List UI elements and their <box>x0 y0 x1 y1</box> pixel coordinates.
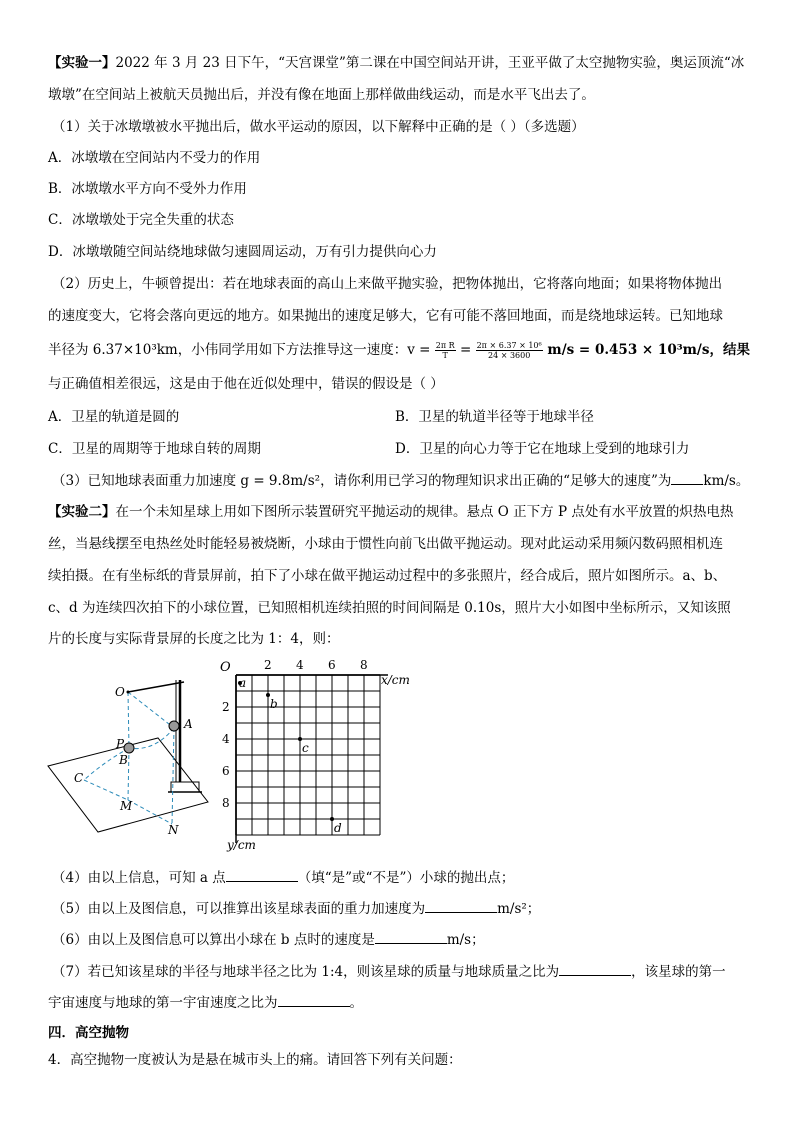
formula-fraction-1: $\frac{\text{2π R}}{T}$ <box>435 341 455 360</box>
q1-stem: （1）关于冰墩墩被水平抛出后，做水平运动的原因，以下解释中正确的是（ ）（多选题） <box>52 119 585 135</box>
exp2-line3: 续拍摄。在有坐标纸的背景屏前，拍下了小球在做平抛运动过程中的多张照片，经合成后，照片如图所示。a、b、 <box>48 568 727 584</box>
exp1-intro-line1: 【实验一】2022 年 3 月 23 日下午，“天宫课堂”第二课在中国空间站开讲，王亚平做了太空抛物实验，奥运顶流“冰 <box>48 55 745 71</box>
q5-answer-blank[interactable] <box>425 898 497 913</box>
x-axis-label: x/cm <box>381 673 410 687</box>
q2-option-a: A．卫星的轨道是圆的 <box>48 409 180 425</box>
exp2-line2: 丝，当悬线摆至电热丝处时能轻易被烧断，小球由于惯性向前飞出做平抛运动。现对此运动采用频闪数码照相机连 <box>48 536 723 552</box>
q7-line2: 宇宙速度与地球的第一宇宙速度之比为 。 <box>48 992 363 1013</box>
exp2-line4: c、d 为连续四次拍下的小球位置，已知照相机连续拍照的时间间隔是 0.10s，照片大小如图中坐标所示，又知该照 <box>48 600 731 616</box>
point-label-a: a <box>239 676 247 690</box>
y-tick-label: 4 <box>222 732 230 746</box>
ball-b-position <box>124 743 134 753</box>
q7-mass-ratio-blank[interactable] <box>559 961 631 976</box>
y-axis-label: y/cm <box>227 838 256 852</box>
x-tick-label: 8 <box>360 658 368 672</box>
exp1-intro-line2: 墩墩”在空间站上被航天员抛出后，并没有像在地面上那样做曲线运动，而是水平飞出去了。 <box>48 87 595 103</box>
x-tick-label: 2 <box>264 658 272 672</box>
point-label-b: b <box>270 697 278 711</box>
q2-option-d: D．卫星的向心力等于它在地球上受到的地球引力 <box>395 441 690 457</box>
section4-question: 4．高空抛物一度被认为是悬在城市头上的痛。请回答下列有关问题： <box>48 1052 462 1068</box>
label-C: C <box>74 771 84 785</box>
q3-answer-blank[interactable] <box>671 470 703 485</box>
y-tick-label: 8 <box>222 796 230 810</box>
q1-option-d: D．冰墩墩随空间站绕地球做匀速圆周运动，万有引力提供向心力 <box>48 244 437 260</box>
y-tick-label: 2 <box>222 700 230 714</box>
q4-answer-blank[interactable] <box>226 867 298 882</box>
point-label-c: c <box>302 741 309 755</box>
label-O: O <box>115 685 125 699</box>
q2-option-c: C．卫星的周期等于地球自转的周期 <box>48 441 261 457</box>
exp1-bracket: 【实验一】 <box>48 55 116 71</box>
q1-option-a: A．冰墩墩在空间站内不受力的作用 <box>48 150 261 166</box>
label-A: A <box>184 717 193 731</box>
exp2-bracket: 【实验二】 <box>48 504 116 520</box>
ball-a-position <box>169 721 179 731</box>
label-P: P <box>116 737 125 751</box>
q2-line2: 的速度变大，它将会落向更远的地方。如果抛出的速度足够大，它有可能不落回地面，而是绕地球运转。已知地球 <box>48 308 723 324</box>
q2-option-b: B．卫星的轨道半径等于地球半径 <box>395 409 594 425</box>
exp2-line1: 【实验二】在一个未知星球上用如下图所示装置研究平抛运动的规律。悬点 O 正下方 P 点处有水平放置的炽热电热 <box>48 504 734 520</box>
q2-line1: （2）历史上，牛顿曾提出：若在地球表面的高山上来做平抛实验，把物体抛出，它将落向地面；如果将物体抛出 <box>52 276 723 292</box>
q1-option-b: B．冰墩墩水平方向不受外力作用 <box>48 181 247 197</box>
section4-heading: 四．高空抛物 <box>48 1025 129 1041</box>
q6-line: （6）由以上及图信息可以算出小球在 b 点时的速度是 m/s； <box>52 929 485 950</box>
x-tick-label: 6 <box>328 658 336 672</box>
q7-velocity-ratio-blank[interactable] <box>278 992 350 1007</box>
x-tick-label: 4 <box>296 658 304 672</box>
label-M: M <box>120 799 133 813</box>
q2-line4: 与正确值相差很远，这是由于他在近似处理中，错误的假设是（ ） <box>48 376 444 392</box>
label-N: N <box>168 823 179 837</box>
q7-line1: （7）若已知该星球的半径与地球半径之比为 1:4，则该星球的质量与地球质量之比为 ，该星球的第一 <box>52 961 726 982</box>
q1-option-c: C．冰墩墩处于完全失重的状态 <box>48 212 234 228</box>
label-B: B <box>119 753 128 767</box>
q5-line: （5）由以上及图信息，可以推算出该星球表面的重力加速度为 m/s²； <box>52 898 540 919</box>
y-tick-label: 6 <box>222 764 230 778</box>
apparatus-figure <box>44 662 219 844</box>
grid-figure <box>215 653 415 853</box>
q4-line: （4）由以上信息，可知 a 点 （填“是”或“不是”）小球的抛出点； <box>52 867 514 888</box>
q3-line: （3）已知地球表面重力加速度 g = 9.8m/s²，请你利用已学习的物理知识求出正确的“足够大的速度”为 km/s。 <box>52 470 749 491</box>
grid-origin-label: O <box>220 660 231 675</box>
q6-answer-blank[interactable] <box>375 929 447 944</box>
q2-line3: 半径为 6.37×10³km，小伟同学用如下方法推导这一速度：v = $\frac{\text{2π R}}{T}$ = $\frac{\text{2π × 6.37 × 10⁶}}{24 \times 3600}$ m/s = 0.453 × 10³m/s，结果 <box>48 341 750 360</box>
formula-fraction-2: $\frac{\text{2π × 6.37 × 10⁶}}{24 \times 3600}$ <box>476 341 542 360</box>
point-label-d: d <box>334 821 342 835</box>
exp2-line5: 片的长度与实际背景屏的长度之比为 1：4，则： <box>48 631 340 647</box>
